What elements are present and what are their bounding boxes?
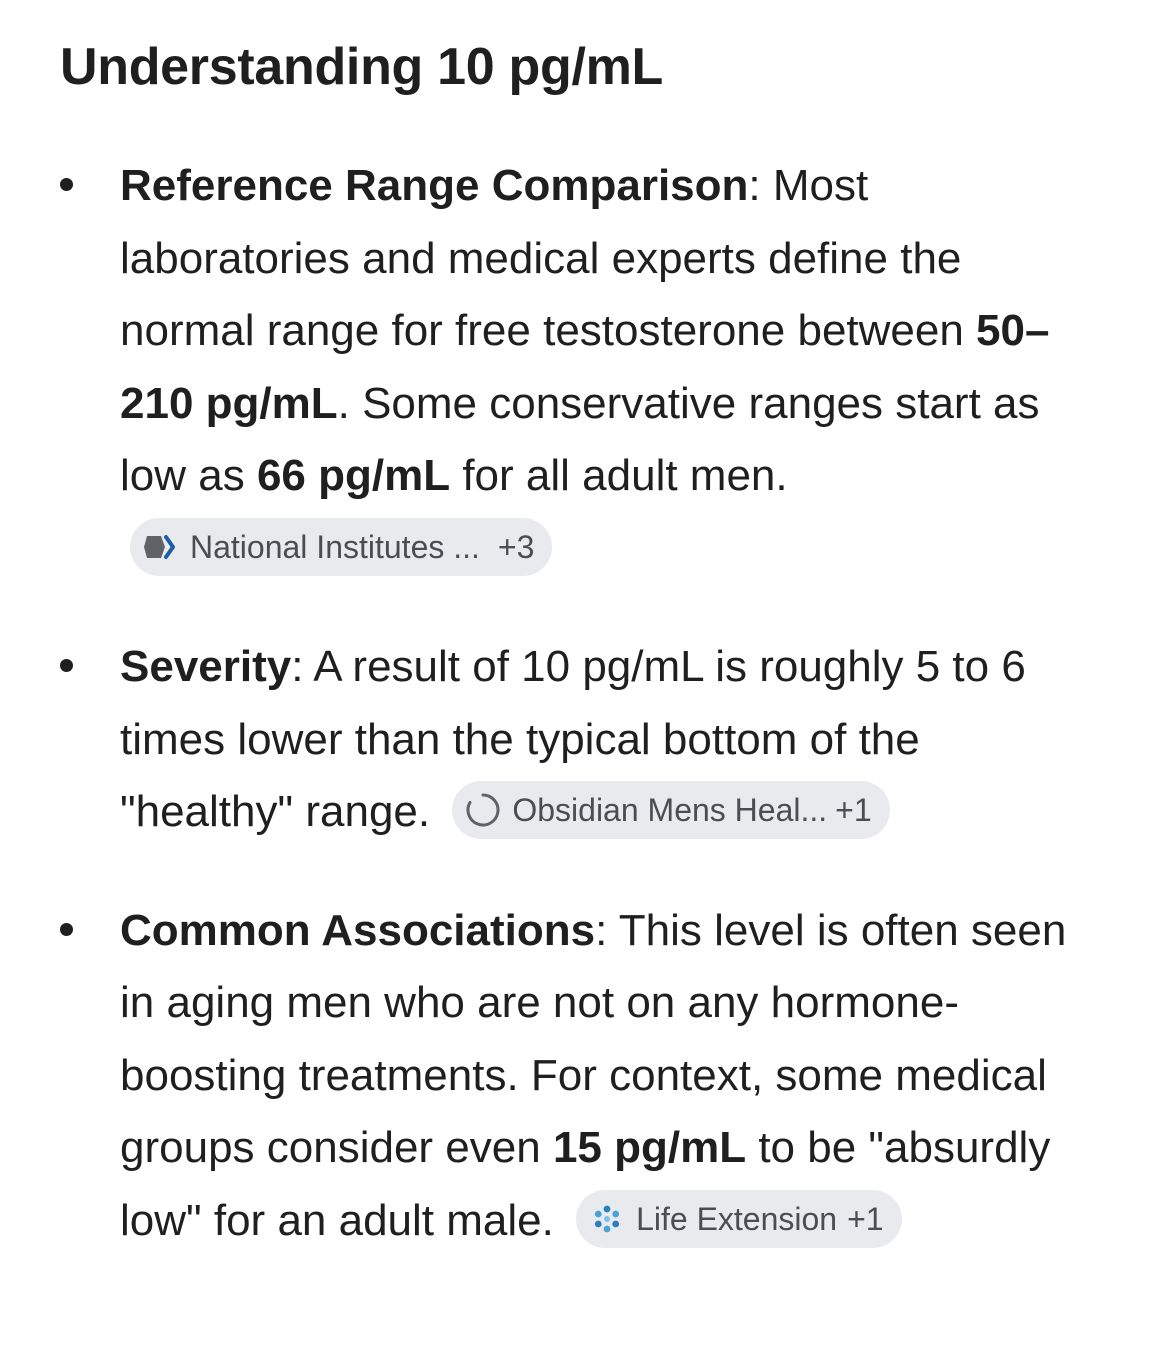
list-item xyxy=(60,150,1170,585)
term-separator: : xyxy=(595,905,608,955)
term-separator: : xyxy=(291,642,304,691)
bullet-bold-value: 50–210 pg/mL xyxy=(120,306,1050,428)
source-chip-label: National Institutes ... xyxy=(190,528,480,565)
source-chip-count: +1 xyxy=(847,1200,884,1237)
bullet-term: Common Associations xyxy=(120,905,596,955)
bullet-dot xyxy=(60,659,73,672)
source-chip-count: +1 xyxy=(835,792,872,829)
source-chip-label: Life Extension xyxy=(636,1200,838,1237)
source-chip[interactable] xyxy=(130,518,552,576)
bullet-bold-value: 66 pg/mL xyxy=(256,451,451,500)
bullet-text: This level is often seen in aging men who are not on any hormone-boosting treatments. For context, some medical groups consider even xyxy=(120,905,1067,1172)
life-extension-logo-icon xyxy=(588,1200,626,1238)
bullet-text: for all adult men. xyxy=(450,451,788,500)
bullet-text: Most laboratories and medical experts define the normal range for free testosterone between xyxy=(120,161,977,355)
term-separator: : xyxy=(748,161,761,210)
bullet-bold-value: 15 pg/mL xyxy=(552,1123,747,1172)
nih-logo-icon xyxy=(142,528,180,566)
bullet-text: to be "absurdly low" for an adult male. xyxy=(120,1123,1051,1245)
source-chip[interactable] xyxy=(576,1190,902,1248)
bullet-text: A result of 10 pg/mL is roughly 5 to 6 times lower than the typical bottom of the "healthy" range. xyxy=(120,642,1026,836)
bullet-term: Reference Range Comparison xyxy=(120,161,749,210)
list-item xyxy=(60,631,1170,849)
bullet-list xyxy=(60,150,1170,1257)
circle-loading-icon xyxy=(464,791,502,829)
list-item xyxy=(60,895,1170,1258)
source-chip-count: +3 xyxy=(497,528,535,565)
source-chip[interactable] xyxy=(452,781,889,839)
source-chip-label: Obsidian Mens Heal... xyxy=(512,792,828,829)
bullet-term: Severity xyxy=(120,642,292,691)
bullet-dot xyxy=(60,923,73,936)
section-heading: Understanding 10 pg/mL xyxy=(60,38,664,96)
bullet-dot xyxy=(60,178,73,191)
bullet-text: . Some conservative ranges start as low as xyxy=(120,378,1040,500)
